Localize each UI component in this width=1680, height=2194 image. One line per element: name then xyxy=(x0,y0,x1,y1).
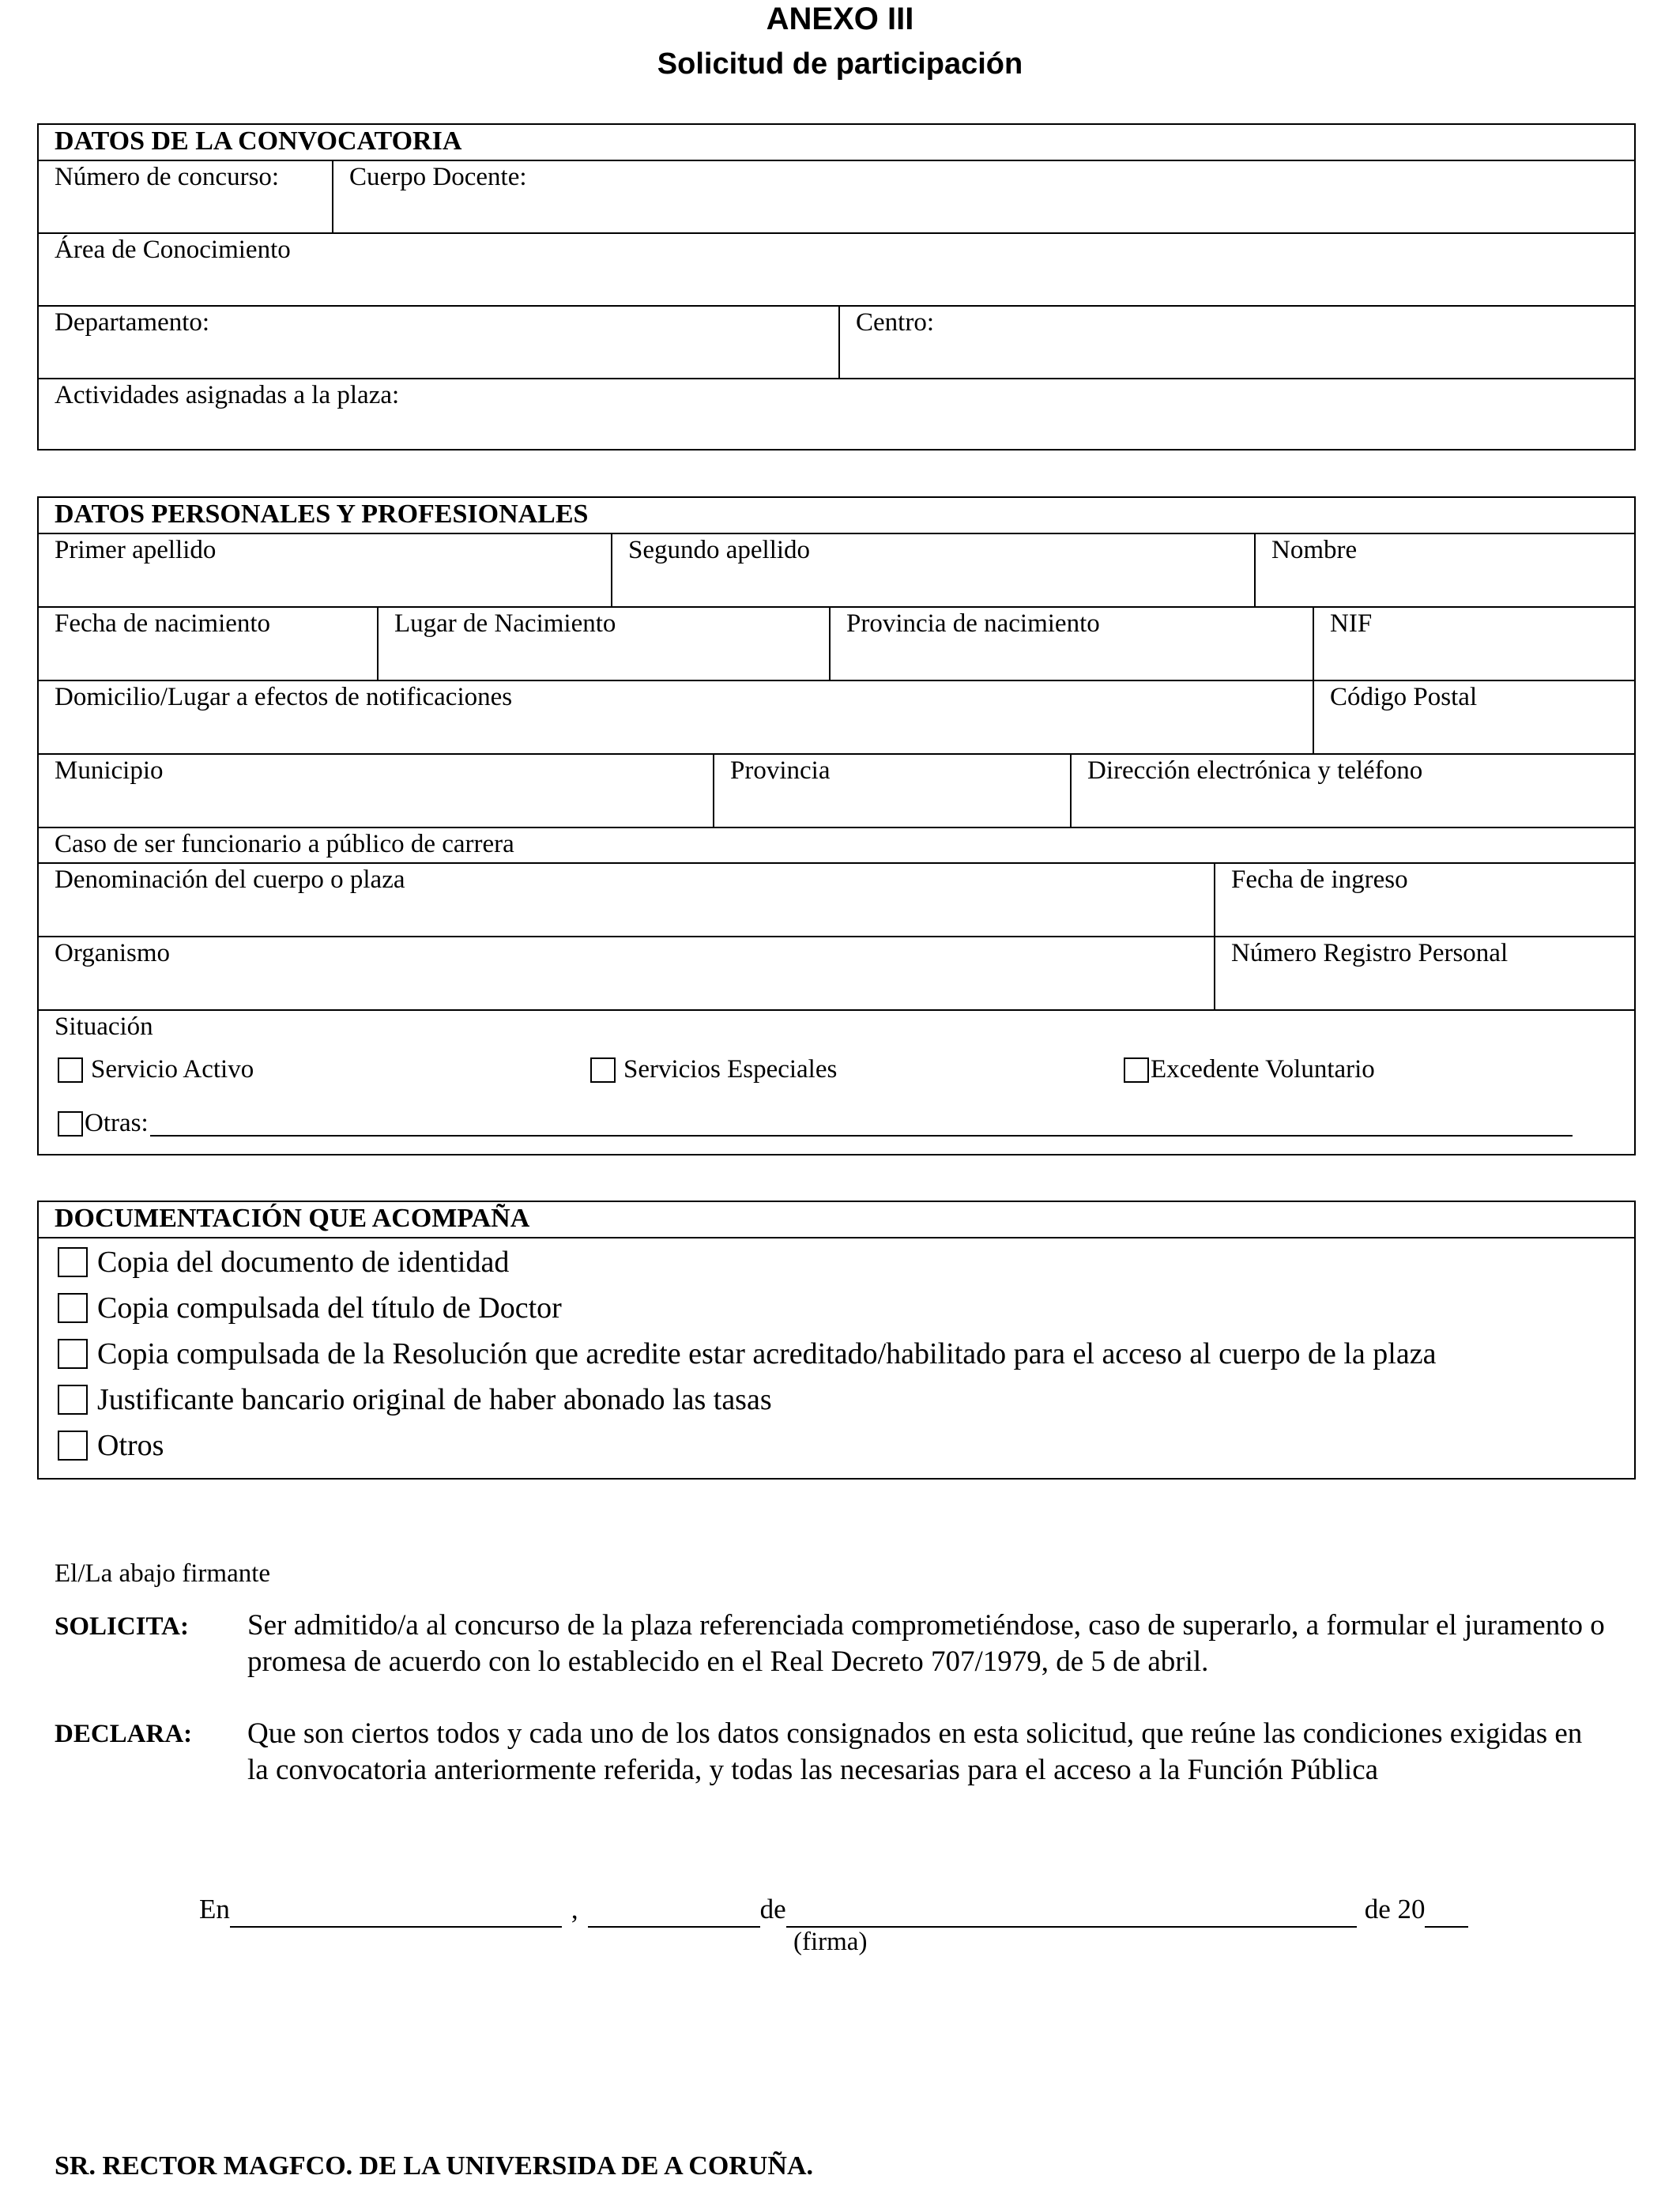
declara-label: DECLARA: xyxy=(55,1720,193,1748)
nombre-field[interactable] xyxy=(1254,534,1634,606)
field-label: Provincia xyxy=(730,756,831,785)
field-label: Lugar de Nacimiento xyxy=(394,609,616,638)
personales-row-7 xyxy=(39,936,1634,1009)
doc-checkbox[interactable] xyxy=(58,1431,88,1461)
field-label: Denominación del cuerpo o plaza xyxy=(55,865,405,894)
field-label: Nombre xyxy=(1271,536,1358,564)
provincia-field[interactable] xyxy=(713,755,1070,827)
doc-checkbox[interactable] xyxy=(58,1247,88,1277)
departamento-field[interactable] xyxy=(39,307,838,378)
field-label: Segundo apellido xyxy=(628,536,811,564)
field-label: Organismo xyxy=(55,939,171,967)
field-label: Fecha de ingreso xyxy=(1231,865,1408,894)
numero-registro-field[interactable] xyxy=(1214,937,1634,1009)
personales-row-3 xyxy=(39,680,1634,753)
form-subtitle: Solicitud de participación xyxy=(657,47,1023,81)
section-convocatoria xyxy=(37,123,1636,450)
municipio-field[interactable] xyxy=(39,755,713,827)
personales-row-4 xyxy=(39,753,1634,827)
doc-item[interactable] xyxy=(58,1245,509,1280)
personales-row-2 xyxy=(39,606,1634,680)
doc-checkbox[interactable] xyxy=(58,1293,88,1323)
field-label: Área de Conocimiento xyxy=(55,236,291,264)
doc-label: Justificante bancario original de haber abonado las tasas xyxy=(97,1383,772,1416)
section-personales xyxy=(37,496,1636,1155)
situacion-label: Situación xyxy=(55,1012,153,1041)
firmante-text: El/La abajo firmante xyxy=(55,1559,271,1588)
excedente-voluntario-option[interactable] xyxy=(1124,1055,1375,1084)
direccion-electronica-field[interactable] xyxy=(1070,755,1634,827)
actividades-field[interactable] xyxy=(39,379,1634,449)
convocatoria-row-4 xyxy=(39,378,1634,449)
doc-item[interactable] xyxy=(58,1428,164,1463)
section-heading: DATOS PERSONALES Y PROFESIONALES xyxy=(55,499,589,529)
field-label: Número de concurso: xyxy=(55,163,280,191)
field-label: Departamento: xyxy=(55,308,210,337)
doc-item[interactable] xyxy=(58,1382,772,1417)
section-heading: DATOS DE LA CONVOCATORIA xyxy=(55,126,462,156)
declara-text: Que son ciertos todos y cada uno de los datos consignados en esta solicitud, que reúne las condiciones exigidas en la convocatoria anteriormente referida, y todas las necesarias para el acceso a la Función Pública xyxy=(247,1717,1583,1786)
option-label: Otras: xyxy=(85,1109,149,1137)
servicios-especiales-option[interactable] xyxy=(590,1055,837,1084)
doc-checkbox[interactable] xyxy=(58,1385,88,1415)
solicita-text: Ser admitido/a al concurso de la plaza referenciada comprometiéndose, caso de superarlo, a formular el juramento o promesa de acuerdo con lo establecido en el Real Decreto 707/1979, de 5 de abril. xyxy=(247,1609,1605,1678)
solicita-label: SOLICITA: xyxy=(55,1612,189,1641)
cuerpo-docente-field[interactable] xyxy=(332,161,1634,232)
doc-checkbox[interactable] xyxy=(58,1339,88,1369)
otras-checkbox[interactable] xyxy=(58,1111,83,1137)
firma-caption: (firma) xyxy=(793,1928,868,1956)
convocatoria-row-2 xyxy=(39,232,1634,305)
doc-label: Copia del documento de identidad xyxy=(97,1246,510,1279)
excedente-voluntario-checkbox[interactable] xyxy=(1124,1057,1149,1083)
annex-title: ANEXO III xyxy=(766,2,914,36)
segundo-apellido-field[interactable] xyxy=(611,534,1254,606)
field-label: Domicilio/Lugar a efectos de notificaciones xyxy=(55,683,513,711)
de-label: de xyxy=(759,1894,786,1924)
servicio-activo-option[interactable] xyxy=(58,1055,254,1084)
lugar-nacimiento-field[interactable] xyxy=(377,608,829,680)
field-label: Dirección electrónica y teléfono xyxy=(1087,756,1423,785)
addressee: SR. RECTOR MAGFCO. DE LA UNIVERSIDA DE A CORUÑA. xyxy=(55,2151,814,2181)
field-label: Cuerpo Docente: xyxy=(349,163,527,191)
option-label: Excedente Voluntario xyxy=(1151,1055,1375,1084)
place-input-line[interactable] xyxy=(230,1902,562,1928)
organismo-field[interactable] xyxy=(39,937,1214,1009)
convocatoria-row-3 xyxy=(39,305,1634,378)
caso-funcionario-label: Caso de ser funcionario a público de carrera xyxy=(55,830,514,858)
nif-field[interactable] xyxy=(1313,608,1634,680)
personales-header-row xyxy=(39,498,1634,533)
doc-item[interactable] xyxy=(58,1291,562,1325)
area-conocimiento-field[interactable] xyxy=(39,234,1634,305)
fecha-nacimiento-field[interactable] xyxy=(39,608,377,680)
field-label: NIF xyxy=(1330,609,1373,638)
personales-row-5 xyxy=(39,827,1634,862)
option-label: Servicio Activo xyxy=(91,1055,254,1084)
field-label: Primer apellido xyxy=(55,536,217,564)
denominacion-field[interactable] xyxy=(39,864,1214,936)
doc-item[interactable] xyxy=(58,1336,1436,1371)
otras-option[interactable] xyxy=(58,1109,1573,1138)
field-label: Provincia de nacimiento xyxy=(846,609,1100,638)
personales-row-6 xyxy=(39,862,1634,936)
numero-concurso-field[interactable] xyxy=(39,161,332,232)
field-label: Código Postal xyxy=(1330,683,1478,711)
field-label: Número Registro Personal xyxy=(1231,939,1509,967)
doc-label: Copia compulsada de la Resolución que acredite estar acreditado/habilitado para el acceso al cuerpo de la plaza xyxy=(97,1337,1437,1370)
year-input-line[interactable] xyxy=(1425,1902,1468,1928)
personales-row-8 xyxy=(39,1009,1634,1154)
signature-place-date xyxy=(199,1891,1468,1928)
personales-row-1 xyxy=(39,533,1634,606)
en-label: En xyxy=(199,1894,230,1924)
convocatoria-row-1 xyxy=(39,160,1634,232)
field-label: Fecha de nacimiento xyxy=(55,609,271,638)
field-label: Municipio xyxy=(55,756,164,785)
section-heading: DOCUMENTACIÓN QUE ACOMPAÑA xyxy=(55,1204,530,1233)
day-input-line[interactable] xyxy=(588,1902,760,1928)
provincia-nacimiento-field[interactable] xyxy=(829,608,1313,680)
fecha-ingreso-field[interactable] xyxy=(1214,864,1634,936)
domicilio-field[interactable] xyxy=(39,681,1313,753)
field-label: Centro: xyxy=(856,308,934,337)
documentacion-list xyxy=(39,1237,1634,1478)
servicio-activo-checkbox[interactable] xyxy=(58,1057,83,1083)
centro-field[interactable] xyxy=(838,307,1634,378)
comma-separator: , xyxy=(571,1894,578,1924)
otras-input-line[interactable] xyxy=(150,1111,1573,1137)
year-prefix-label: de 20 xyxy=(1364,1894,1426,1924)
month-input-line[interactable] xyxy=(786,1902,1357,1928)
option-label: Servicios Especiales xyxy=(623,1055,838,1084)
convocatoria-header-row xyxy=(39,125,1634,160)
codigo-postal-field[interactable] xyxy=(1313,681,1634,753)
doc-label: Copia compulsada del título de Doctor xyxy=(97,1291,562,1325)
documentacion-header-row xyxy=(39,1202,1634,1237)
field-label: Actividades asignadas a la plaza: xyxy=(55,381,400,409)
primer-apellido-field[interactable] xyxy=(39,534,611,606)
servicios-especiales-checkbox[interactable] xyxy=(590,1057,616,1083)
doc-label: Otros xyxy=(97,1429,164,1462)
section-documentacion xyxy=(37,1201,1636,1480)
